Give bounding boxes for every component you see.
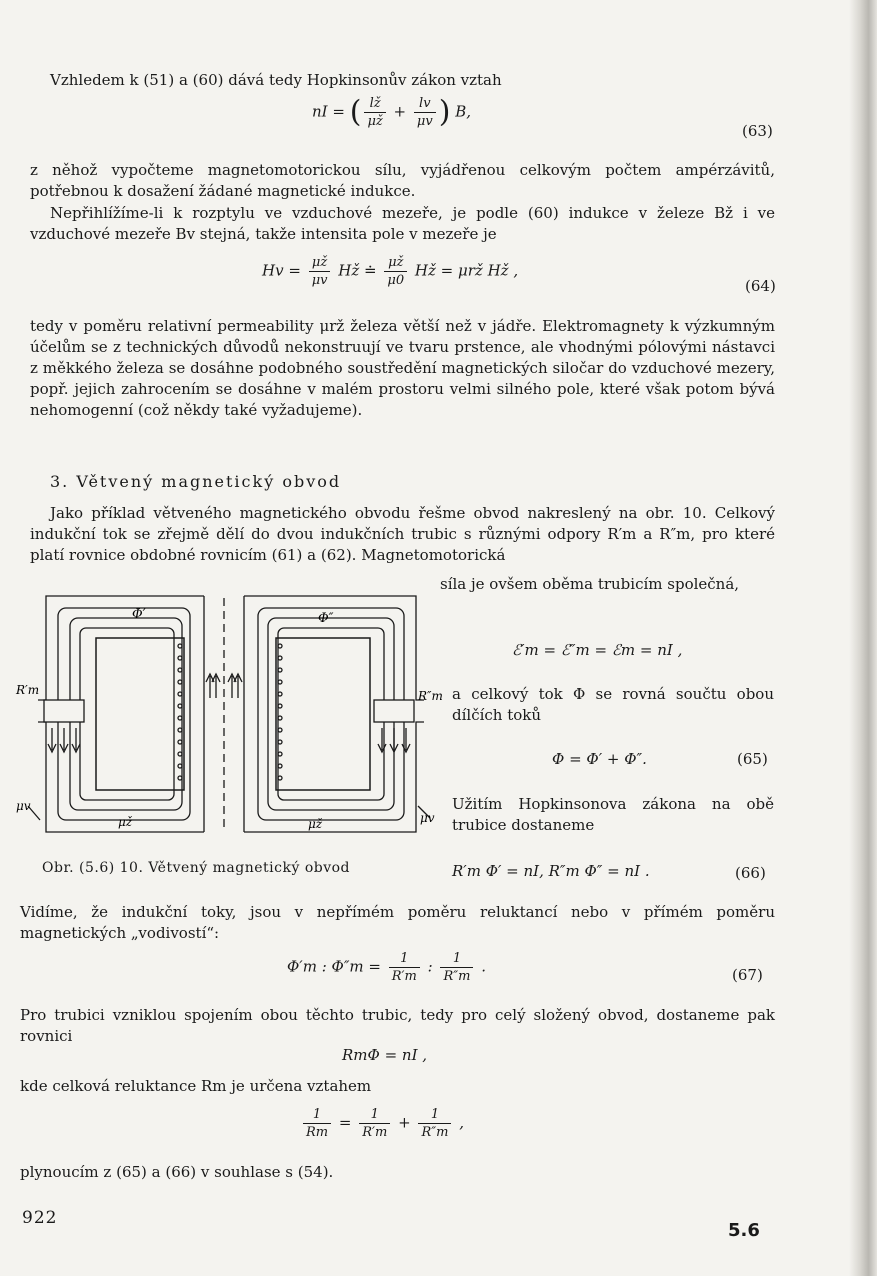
equation-67	[287, 950, 486, 985]
eq63-den-2: μv	[416, 114, 433, 129]
eq67-frac-1	[389, 950, 420, 985]
eq67-num-1: 1	[389, 950, 420, 968]
eq63-close-paren: )	[438, 94, 451, 130]
eq67-lhs: Φ′m : Φ″m =	[287, 957, 381, 976]
r-left-label: R′m	[16, 683, 40, 697]
eq67-den-2: R″m	[443, 969, 471, 984]
paragraph-8: Vidíme, že indukční toky, jsou v nepřímém poměru reluktancí nebo v přímém poměru magnetických „vodivostí“:	[20, 903, 775, 942]
paragraph-7: Užitím Hopkinsonova zákona na obě trubice dostaneme	[452, 795, 774, 834]
intro-line: Vzhledem k (51) a (60) dává tedy Hopkinsonův zákon vztah	[50, 71, 502, 89]
section-number: 5.6	[728, 1220, 760, 1241]
paragraph-10: kde celková reluktance Rm je určena vztahem	[20, 1077, 372, 1095]
eq67-den-1: R′m	[391, 969, 417, 984]
eqf-frac-2	[418, 1106, 451, 1141]
right-gap	[374, 700, 414, 722]
eq67-colon: :	[427, 957, 433, 976]
eq67-dot: .	[481, 957, 487, 976]
eqf-comma: ,	[459, 1113, 465, 1132]
left-window	[96, 638, 184, 790]
eq63-rhs: B,	[455, 102, 471, 121]
eq67-number: (67)	[732, 966, 763, 984]
r-right-label: R″m	[418, 689, 443, 703]
eq63-plus: +	[393, 102, 407, 121]
eq63-num-2: lv	[414, 95, 436, 113]
right-window	[276, 638, 370, 790]
eqf-num-1: 1	[359, 1106, 390, 1124]
eqf-den-1: R′m	[362, 1125, 388, 1140]
eqf-num-2: 1	[418, 1106, 451, 1124]
equation-66: R′m Φ′ = nI, R″m Φ″ = nI .	[452, 862, 650, 880]
eq67-num-2: 1	[440, 950, 473, 968]
core-outer-right-bottom	[244, 722, 424, 832]
paragraph-6: a celkový tok Φ se rovná součtu obou dílčích toků	[452, 685, 774, 724]
eq63-den-1: μž	[367, 114, 383, 129]
equation-65: Φ = Φ′ + Φ″.	[552, 750, 647, 768]
equation-63	[312, 95, 471, 130]
paragraph-3: tedy v poměru relativní permeability μrž železa větší než v jádře. Elektromagnety k výzkumným účelům se z technických důvodů nekonstruují ve tvaru prstence, ale vhodnými pólovými nástavci z měkkého železa se dosáhne podobného soustředění magnetických siločar do vzduchové mezery, popř. jejich zahrocením se dosáhne v malém prostoru velmi silného pole, které však potom bývá nehomogenní (což někdy také vyžadujeme).	[30, 317, 775, 419]
eqf-den-2: R″m	[421, 1125, 449, 1140]
eq64-number: (64)	[745, 277, 776, 295]
eq64-den-2: μ0	[387, 273, 405, 288]
page-edge-shadow	[849, 0, 877, 1276]
paragraph-4: Jako příklad větveného magnetického obvodu řešme obvod nakreslený na obr. 10. Celkový indukční tok se zřejmě dělí do dvou indukčních trubic s různými odpory R′m a R″m, pro které platí rovnice obdobné rovnicím (61) a (62). Magnetomotorická	[30, 504, 775, 564]
eq64-frac-2	[384, 254, 407, 289]
equation-rm: RmΦ = nI ,	[342, 1046, 428, 1064]
eq66-number: (66)	[735, 864, 766, 882]
eq63-frac-1	[364, 95, 385, 130]
eq64-lhs: Hv =	[262, 261, 301, 280]
eq64-mid: Hž ≐	[338, 261, 377, 280]
mu-left-label: μv	[16, 799, 31, 813]
equation-emf: ℰ′m = ℰ″m = ℰm = nI ,	[512, 641, 683, 659]
paragraph-2: Nepřihlížíme-li k rozptylu ve vzduchové mezeře, je podle (60) indukce v železe Bž i ve vzduchové mezeře Bv stejná, takže intensita pole v mezeře je	[30, 204, 775, 243]
figure-branched-circuit	[14, 588, 444, 850]
section-heading: 3. Větvený magnetický obvod	[50, 472, 342, 491]
mu-z-left-label: μž	[118, 815, 133, 829]
paragraph-1: z něhož vypočteme magnetomotorickou sílu, vyjádřenou celkovým počtem ampérzávitů, potřebnou k dosažení žádané magnetické indukce.	[30, 161, 775, 200]
equation-64	[262, 254, 518, 289]
core-outer-right-top	[244, 596, 424, 700]
paragraph-11: plynoucím z (65) a (66) v souhlase s (54).	[20, 1163, 334, 1181]
eqf-frac-0	[303, 1106, 331, 1141]
eq63-frac-2	[414, 95, 436, 130]
eq64-den-1: μv	[311, 273, 328, 288]
figure-caption: Obr. (5.6) 10. Větvený magnetický obvod	[42, 860, 351, 876]
paragraph-5: síla je ovšem oběma trubicím společná,	[440, 575, 740, 593]
eq64-rhs: Hž = μrž Hž ,	[414, 261, 519, 280]
eqf-num-0: 1	[303, 1106, 331, 1124]
eq63-num-1: lž	[364, 95, 385, 113]
eq63-open-paren: (	[349, 94, 362, 130]
eq63-lhs: nI =	[312, 102, 345, 121]
mu-right-label: μv	[420, 811, 435, 825]
eqf-den-0: Rm	[306, 1125, 329, 1140]
eqf-frac-1	[359, 1106, 390, 1141]
paragraph-9: Pro trubici vzniklou spojením obou těchto trubic, tedy pro celý složený obvod, dostaneme pak rovnici	[20, 1006, 775, 1045]
eq67-frac-2	[440, 950, 473, 985]
page-number: 922	[22, 1208, 58, 1228]
eqf-equals: =	[338, 1113, 352, 1132]
eq65-number: (65)	[737, 750, 768, 768]
eq64-num-2: μž	[384, 254, 407, 272]
eq64-frac-1	[309, 254, 331, 289]
gap-arrows	[48, 728, 410, 752]
eqf-plus: +	[398, 1113, 411, 1132]
left-gap	[44, 700, 84, 722]
mu-z-right-label: μž	[308, 817, 323, 831]
equation-final	[300, 1106, 464, 1141]
eq64-num-1: μž	[309, 254, 331, 272]
eq63-number: (63)	[742, 122, 773, 140]
phi-right-label: Φ″	[318, 611, 334, 626]
phi-left-label: Φ′	[132, 607, 146, 622]
